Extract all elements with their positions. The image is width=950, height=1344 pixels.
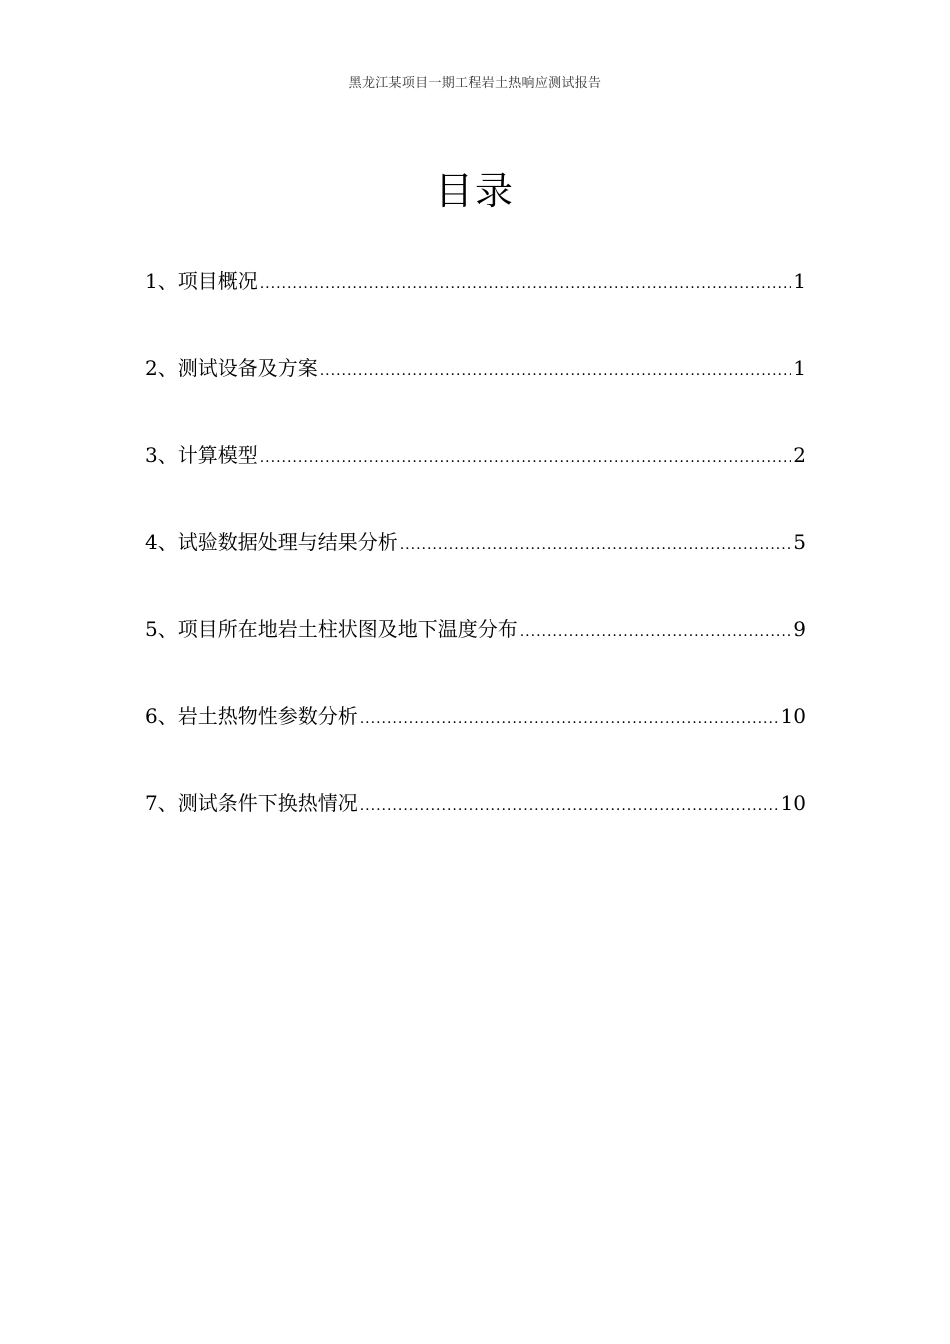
toc-entry-label: 测试设备及方案: [177, 356, 318, 380]
toc-entry-page: 10: [780, 791, 806, 815]
toc-entry[interactable]: [145, 266, 806, 353]
toc-entry-label: 项目所在地岩土柱状图及地下温度分布: [177, 617, 518, 641]
toc-entry-number: 1、: [145, 269, 178, 293]
toc-entry-page: 10: [780, 704, 806, 728]
toc-dot-leader: [320, 356, 792, 386]
toc-entry-page: 9: [793, 617, 806, 641]
toc-entry[interactable]: [145, 701, 806, 788]
toc-entry-page: 1: [793, 269, 806, 293]
toc-entry-label: 测试条件下换热情况: [177, 791, 358, 815]
toc-entry[interactable]: [145, 527, 806, 614]
toc-entry-number: 2、: [145, 356, 178, 380]
toc-entry-label: 计算模型: [177, 443, 258, 467]
toc-dot-leader: [360, 791, 779, 821]
toc-entry-number: 3、: [145, 443, 178, 467]
toc-entry[interactable]: [145, 440, 806, 527]
table-of-contents: [145, 266, 806, 875]
toc-entry-number: 6、: [145, 704, 178, 728]
toc-entry-label: 项目概况: [177, 269, 258, 293]
toc-entry-number: 4、: [145, 530, 178, 554]
toc-entry[interactable]: [145, 788, 806, 875]
toc-entry-label: 岩土热物性参数分析: [177, 704, 358, 728]
toc-entry-page: 1: [793, 356, 806, 380]
toc-dot-leader: [360, 704, 779, 734]
toc-entry-number: 7、: [145, 791, 178, 815]
running-header: 黑龙江某项目一期工程岩土热响应测试报告: [348, 76, 602, 91]
toc-entry-page: 5: [793, 530, 806, 554]
toc-dot-leader: [260, 443, 792, 473]
toc-entry-number: 5、: [145, 617, 178, 641]
toc-dot-leader: [400, 530, 792, 560]
toc-entry-label: 试验数据处理与结果分析: [177, 530, 398, 554]
toc-entry[interactable]: [145, 614, 806, 701]
toc-dot-leader: [260, 269, 792, 299]
toc-entry[interactable]: [145, 353, 806, 440]
toc-dot-leader: [520, 617, 792, 647]
toc-entry-page: 2: [793, 443, 806, 467]
toc-title: 目录: [434, 169, 515, 213]
